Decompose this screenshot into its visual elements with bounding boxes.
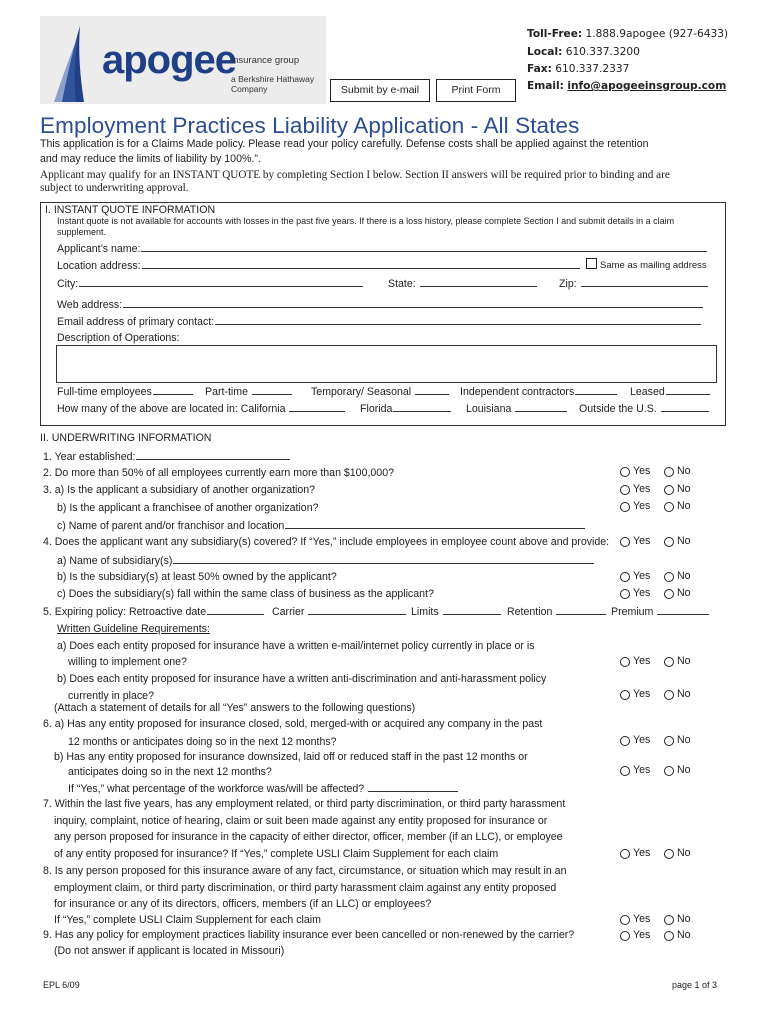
city-field[interactable]: City: [57, 277, 363, 291]
same-as-mailing-label: Same as mailing address [600, 260, 707, 271]
radio-yes-label: Yes [633, 913, 651, 925]
question-8-line-2: employment claim, or third party discrimination, or third party harassment claim against any entity proposed [54, 882, 557, 894]
radio-no-label: No [677, 570, 691, 582]
radio-yes-label: Yes [633, 764, 651, 776]
radio-no-label: No [677, 734, 691, 746]
radio-no-label: No [677, 535, 691, 547]
radio-no-q9[interactable] [664, 931, 674, 941]
louisiana-count-field[interactable]: Louisiana [466, 402, 567, 416]
radio-no-label: No [677, 465, 691, 477]
logo-tagline-bottom: a Berkshire Hathaway Company [231, 74, 315, 94]
question-5b-line-2: currently in place? [68, 690, 154, 702]
radio-yes-q2[interactable] [620, 467, 630, 477]
radio-no-q4[interactable] [664, 537, 674, 547]
radio-no-q3b[interactable] [664, 502, 674, 512]
workforce-percentage-field[interactable]: If “Yes,” what percentage of the workforce was/will be affected? [68, 782, 458, 796]
radio-yes-q6a[interactable] [620, 736, 630, 746]
radio-no-q6a[interactable] [664, 736, 674, 746]
question-7-line-1: 7. Within the last five years, has any employment related, or third party discrimination, or third party harassment [43, 798, 566, 810]
radio-no-q3a[interactable] [664, 485, 674, 495]
outside-us-count-field[interactable]: Outside the U.S. [579, 402, 709, 416]
web-address-field[interactable]: Web address: [57, 298, 703, 312]
florida-count-field[interactable]: Florida [360, 402, 451, 416]
contact-email[interactable]: Email: info@apogeeinsgroup.com [527, 80, 727, 92]
radio-yes-label: Yes [633, 587, 651, 599]
radio-yes-label: Yes [633, 734, 651, 746]
question-3b: b) Is the applicant a franchisee of another organization? [57, 502, 319, 514]
question-9: 9. Has any policy for employment practices liability insurance ever been cancelled or non-renewed by the carrier? [43, 929, 575, 941]
retention-field[interactable]: Retention [507, 605, 606, 619]
section-1-heading: I. INSTANT QUOTE INFORMATION [45, 204, 216, 216]
radio-no-label: No [677, 500, 691, 512]
radio-yes-label: Yes [633, 483, 651, 495]
full-time-employees-field[interactable]: Full-time employees [57, 385, 193, 399]
question-7-line-4: of any entity proposed for insurance? If “Yes,” complete USLI Claim Supplement for each claim [54, 848, 499, 860]
question-4c: c) Does the subsidiary(s) fall within the same class of business as the applicant? [57, 588, 434, 600]
radio-no-q8[interactable] [664, 915, 674, 925]
intro-line-2: and may reduce the limits of liability by 100%.”. [40, 153, 261, 165]
radio-no-q5b[interactable] [664, 690, 674, 700]
question-5a-line-2: willing to implement one? [68, 656, 187, 668]
radio-no-q4c[interactable] [664, 589, 674, 599]
section-1-note-1: Instant quote is not available for accounts with losses in the past five years. If there is a loss history, please complete Section I and submit details in a claim [57, 216, 675, 226]
radio-no-q5a[interactable] [664, 657, 674, 667]
question-6b-line-1: b) Has any entity proposed for insurance downsized, laid off or reduced staff in the past 12 months or [54, 751, 528, 763]
question-6a-line-2: 12 months or anticipates doing so in the next 12 months? [68, 736, 337, 748]
page-number: page 1 of 3 [672, 980, 718, 990]
question-7-line-3: any person proposed for insurance in the capacity of either director, officer, member (if an LLC), or employee [54, 831, 563, 843]
leased-field[interactable]: Leased [630, 385, 710, 399]
limits-field[interactable]: Limits [411, 605, 501, 619]
radio-yes-q7[interactable] [620, 849, 630, 859]
radio-yes-label: Yes [633, 500, 651, 512]
radio-no-label: No [677, 913, 691, 925]
carrier-field[interactable]: Carrier [272, 605, 406, 619]
written-guidelines-heading: Written Guideline Requirements: [57, 623, 210, 635]
page-title: Employment Practices Liability Application - All States [40, 113, 580, 138]
subsidiary-name-field[interactable]: a) Name of subsidiary(s) [57, 554, 594, 568]
form-number: EPL 6/09 [43, 980, 80, 990]
logo-area [40, 16, 326, 104]
radio-yes-label: Yes [633, 535, 651, 547]
primary-contact-email-field[interactable]: Email address of primary contact: [57, 315, 701, 329]
radio-yes-label: Yes [633, 570, 651, 582]
radio-yes-q4c[interactable] [620, 589, 630, 599]
radio-no-label: No [677, 847, 691, 859]
part-time-field[interactable]: Part-time [205, 385, 292, 399]
radio-yes-q8[interactable] [620, 915, 630, 925]
parent-franchisor-field[interactable]: c) Name of parent and/or franchisor and location [57, 519, 585, 533]
radio-yes-q5a[interactable] [620, 657, 630, 667]
radio-no-q6b[interactable] [664, 766, 674, 776]
contact-toll-free: Toll-Free: 1.888.9apogee (927-6433) [527, 28, 729, 40]
radio-yes-label: Yes [633, 688, 651, 700]
print-form-button[interactable]: Print Form [436, 79, 516, 102]
attach-statement-note: (Attach a statement of details for all “Yes” answers to the following questions) [54, 702, 416, 714]
radio-no-label: No [677, 483, 691, 495]
description-of-operations-input[interactable] [56, 345, 717, 383]
location-address-field[interactable]: Location address: [57, 259, 580, 273]
radio-yes-q6b[interactable] [620, 766, 630, 776]
radio-yes-q4[interactable] [620, 537, 630, 547]
radio-yes-label: Yes [633, 655, 651, 667]
radio-yes-q4b[interactable] [620, 572, 630, 582]
radio-yes-q9[interactable] [620, 931, 630, 941]
description-of-operations-label: Description of Operations: [57, 332, 180, 344]
logo-wordmark: apogee [102, 38, 237, 82]
question-8-line-4: If “Yes,” complete USLI Claim Supplement for each claim [54, 914, 321, 926]
applicant-name-field[interactable]: Applicant’s name: [57, 242, 707, 256]
question-4b: b) Is the subsidiary(s) at least 50% owned by the applicant? [57, 571, 337, 583]
radio-no-label: No [677, 929, 691, 941]
radio-no-label: No [677, 655, 691, 667]
radio-no-label: No [677, 688, 691, 700]
question-3a: 3. a) Is the applicant a subsidiary of another organization? [43, 484, 316, 496]
radio-no-label: No [677, 587, 691, 599]
question-7-line-2: inquiry, complaint, notice of hearing, claim or suit been made against any entity proposed for insurance or [54, 815, 548, 827]
question-8-line-1: 8. Is any person proposed for this insurance aware of any fact, circumstance, or situation which may result in an [43, 865, 567, 877]
submit-by-email-button[interactable]: Submit by e-mail [330, 79, 430, 102]
california-count-field[interactable]: How many of the above are located in: California [57, 402, 345, 416]
intro-serif-2: subject to underwriting approval. [40, 182, 189, 194]
question-4: 4. Does the applicant want any subsidiary(s) covered? If “Yes,” include employees in employee count above and provide: [43, 536, 610, 548]
premium-field[interactable]: Premium [611, 605, 709, 619]
contact-local: Local: 610.337.3200 [527, 46, 640, 58]
radio-yes-q5b[interactable] [620, 690, 630, 700]
question-6b-line-2: anticipates doing so in the next 12 months? [68, 766, 272, 778]
question-9-note: (Do not answer if applicant is located in Missouri) [54, 945, 285, 957]
radio-no-q4b[interactable] [664, 572, 674, 582]
section-2-heading: II. UNDERWRITING INFORMATION [40, 432, 212, 444]
question-5a-line-1: a) Does each entity proposed for insurance have a written e-mail/internet policy currently in place or is [57, 640, 535, 652]
radio-no-q2[interactable] [664, 467, 674, 477]
independent-contractors-field[interactable]: Independent contractors [460, 385, 617, 399]
radio-no-label: No [677, 764, 691, 776]
intro-line-1: This application is for a Claims Made policy. Please read your policy carefully. Defense costs shall be applied against the retention [40, 138, 649, 150]
radio-yes-label: Yes [633, 465, 651, 477]
logo-tagline-top: insurance group [231, 55, 300, 66]
year-established-field[interactable]: 1. Year established: [43, 450, 290, 464]
intro-serif-1: Applicant may qualify for an INSTANT QUOTE by completing Section I below. Section II answers will be required prior to binding and are [40, 169, 670, 181]
same-as-mailing-checkbox[interactable] [586, 258, 597, 269]
question-8-line-3: for insurance or any of its directors, officers, members (if an LLC) or employees? [54, 898, 432, 910]
radio-no-q7[interactable] [664, 849, 674, 859]
retroactive-date-field[interactable]: 5. Expiring policy: Retroactive date [43, 605, 264, 619]
radio-yes-label: Yes [633, 847, 651, 859]
state-field[interactable]: State: [388, 277, 537, 291]
radio-yes-q3a[interactable] [620, 485, 630, 495]
contact-fax: Fax: 610.337.2337 [527, 63, 630, 75]
question-5b-line-1: b) Does each entity proposed for insurance have a written anti-discrimination and anti-harassment policy [57, 673, 547, 685]
radio-yes-q3b[interactable] [620, 502, 630, 512]
section-1-note-2: supplement. [57, 227, 107, 237]
question-6a-line-1: 6. a) Has any entity proposed for insurance closed, sold, merged-with or acquired any company in the past [43, 718, 543, 730]
question-2: 2. Do more than 50% of all employees currently earn more than $100,000? [43, 467, 394, 479]
temporary-seasonal-field[interactable]: Temporary/ Seasonal [311, 385, 449, 399]
radio-yes-label: Yes [633, 929, 651, 941]
zip-field[interactable]: Zip: [559, 277, 708, 291]
